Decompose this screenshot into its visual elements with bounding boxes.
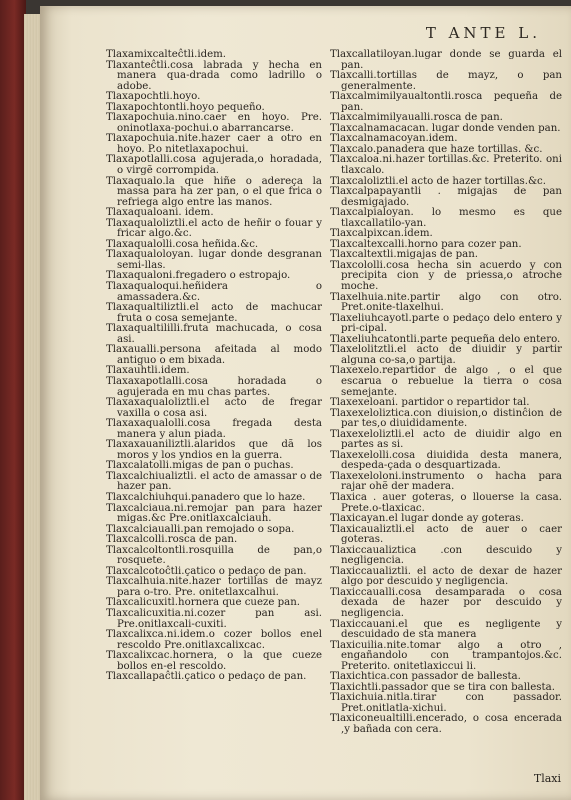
dictionary-entry: Tlaxapochuia.nino.caer en hoyo. Pre. oninotlaxa-pochui.o abarrancarse. [106,112,322,134]
dictionary-entry: Tlaxcalixca.ni.idem.o cozer bollos enel rescoldo Pre.onitlaxcalixcac. [106,629,322,651]
dictionary-entry: Tlaxcalpixcan.idem. [330,228,433,240]
dictionary-entry: Tlaxaxaqualoliztli.el acto de fregar vaxilla o cosa asi. [106,397,322,419]
dictionary-entry: Tlaxaqualoani. idem. [106,207,214,219]
dictionary-entry: Tlaxiccaualiztli. el acto de dexar de hazer algo por descuido y negligencia. [330,565,562,588]
dictionary-entry: Tlaxcaltexcalli.horno para cozer pan. [330,238,522,250]
dictionary-entry: Tlaxexeloani. partidor o repartidor tal. [330,397,530,409]
dictionary-entry: Tlaxichuia.nitla.tirar con passador. Pret.onitlatla-xichui. [330,692,562,714]
dictionary-entry: Tlaxichtli.passador que se tira con ballesta. [330,681,555,693]
running-head: T ANTE L. [425,24,541,42]
dictionary-entry: Tlaxiccaualli.cosa desamparada o cosa dexada de hazer por descuido y negligencia. [330,586,562,619]
dictionary-entry: Tlaxcalli.tortillas de mayz, o pan generalmente. [330,70,562,92]
dictionary-entry: Tlaxcalmimilyaualli.rosca de pan. [330,112,503,124]
dictionary-entry: Tlaxcalciaualli.pan remojado o sopa. [106,523,295,535]
right-column [330,50,562,736]
dictionary-entry: Tlaxelolitztli.el acto de diuidir y partir alguna co-sa,o partija. [330,344,562,366]
dictionary-entry: Tlaxapotlalli.cosa agujerada,o horadada, o virgẽ corrompida. [106,154,322,177]
dictionary-entry: Tlaxichtica.con passador de ballesta. [330,671,521,683]
dictionary-entry: Tlaxanteĉtli.cosa labrada y hecha en manera qua-drada como ladrillo o adobe. [106,59,322,92]
dictionary-entry: Tlaxcalnamacoyan.idem. [330,133,458,145]
dictionary-entry: Tlaxiccauani.el que es negligente y descuidado de sta manera [330,618,562,641]
catchword: Tlaxi [533,772,561,785]
book-cover-edge [0,0,26,800]
dictionary-entry: Tlaxexeloliztica.con diuision,o distinĉion de par tes,o diuididamente. [330,407,562,430]
dictionary-entry: Tlaxcololli.cosa hecha sin acuerdo y con precipita cion y de priessa,o atroche moche. [330,259,562,293]
dictionary-entry: Tlaxicaualiztli.el acto de auer o caer goteras. [330,523,562,546]
dictionary-entry: Tlaxcalcolli.rosca de pan. [106,534,238,546]
dictionary-entry: Tlaxcalchiualiztli. el acto de amassar o de hazer pan. [106,470,322,493]
dictionary-entry: Tlaxaxauaniliztli.alaridos que dã los moros y los yndios en la guerra. [106,439,322,461]
dictionary-entry: Tlaxcalcotoĉtli.çatico o pedaço de pan. [106,565,307,577]
dictionary-entry: Tlaxcalo.panadera que haze tortillas. &c. [330,143,543,155]
dictionary-entry: Tlaxcalicuxitl.hornera que cueze pan. [106,597,301,609]
dictionary-entry: Tlaxcalchiuhqui.panadero que lo haze. [106,491,306,503]
dictionary-entry: Tlaxaxaqualolli.cosa fregada desta manera y alun piada. [106,418,322,440]
left-column [106,50,322,683]
dictionary-entry: Tlaxiconeualtilli.encerado, o cosa encerada ,y bañada con cera. [330,713,562,735]
dictionary-entry: Tlaxamixcalteĉtli.idem. [106,49,227,60]
dictionary-entry: Tlaxelhuia.nite.partir algo con otro. Pret.onite-tlaxelhui. [330,291,562,314]
dictionary-entry: Tlaxcaltextli.migajas de pan. [330,249,479,261]
dictionary-entry: Tlaxaqualolli.cosa heñida.&c. [106,238,259,250]
dictionary-entry: Tlaxcalnamacacan. lugar donde venden pan. [330,122,561,134]
dictionary-entry: Tlaxaqualoliztli.el acto de heñir o fouar y fricar algo.&c. [106,217,322,240]
dictionary-entry: Tlaxcalixcac.hornera, o la que cueze bollos en-el rescoldo. [106,650,322,672]
dictionary-entry: Tlaxcalmimilyaualtontli.rosca pequeña de pan. [330,91,562,113]
dictionary-entry: Tlaxcalpapayantli . migajas de pan desmigajado. [330,186,562,208]
dictionary-entry: Tlaxaqualoqui.heñidera o amassadera.&c. [106,281,322,303]
dictionary-entry: Tlaxaqualoni.fregadero o estropajo. [106,270,291,282]
dictionary-entry: Tlaxcalcoltontli.rosquilla de pan,o rosquete. [106,544,322,567]
dictionary-entry: Tlaxexelolli.cosa diuidida desta manera, despeda-çada o desquartizada. [330,449,562,472]
dictionary-entry: Tlaxcalpialoyan. lo mesmo es que tlaxcallatilo-yan. [330,207,562,229]
dictionary-entry: Tlaxaxapotlalli.cosa horadada o agujerada en mu chas partes. [106,375,322,398]
dictionary-entry: Tlaxaualli.persona afeitada al modo antiguo o em bixada. [106,344,322,366]
dictionary-entry: Tlaxeliuhcatontli.parte pequeña delo entero. [330,333,561,345]
dictionary-entry: Tlaxapochuia.nite.hazer caer a otro en hoyo. P.o nitetlaxapochui. [106,133,322,155]
dictionary-entry: Tlaxaqualo.la que hiñe o adereça la massa para ha zer pan, o el que frica o refriega algo entre las manos. [106,175,322,208]
dictionary-entry: Tlaxcaloa.ni.hazer tortillas.&c. Preterito. oni tlaxcalo. [330,154,562,177]
dictionary-entry: Tlaxiccaualiztica .con descuido y negligencia. [330,544,562,567]
dictionary-entry: Tlaxaqualtiliztli.el acto de machucar fruta o cosa semejante. [106,302,322,324]
dictionary-entry: Tlaxcalciaua.ni.remojar pan para hazer migas.&c Pre.onitlaxcalciauh. [106,502,322,525]
dictionary-entry: Tlaxexelo.repartidor de algo , o el que escarua o rebuelue la tierra o cosa semejante. [330,365,562,398]
dictionary-entry: Tlaxica . auer goteras, o llouerse la casa. Prete.o-tlaxicac. [330,491,562,514]
dictionary-entry: Tlaxapochtli.hoyo. [106,91,201,103]
dictionary-entry: Tlaxcalatolli.migas de pan o puchas. [106,460,294,472]
dictionary-entry: Tlaxicayan.el lugar donde ay goteras. [330,513,524,525]
dictionary-entry: Tlaxcaloliztli.el acto de hazer tortillas.&c. [330,175,546,187]
dictionary-entry: Tlaxicuilia.nite.tomar algo a otro , engañandolo con trampantojos.&c. Preterito. onitetlaxiccui li. [330,639,562,672]
dictionary-entry: Tlaxcalicuxitia.ni.cozer pan asi. Pre.onitlaxcali-cuxiti. [106,607,322,630]
dictionary-entry: Tlaxauhtli.idem. [106,365,190,377]
dictionary-page [40,6,571,800]
dictionary-entry: Tlaxapochtontli.hoyo pequeño. [106,101,265,113]
dictionary-entry: Tlaxeliuhcayotl.parte o pedaço delo entero y pri-cipal. [330,312,562,335]
dictionary-entry: Tlaxcallatiloyan.lugar donde se guarda el pan. [330,49,562,71]
dictionary-entry: Tlaxcallapaĉtli.çatico o pedaço de pan. [106,671,307,683]
dictionary-entry: Tlaxexeloloni.instrumento o hacha para rajar ohẽ der madera. [330,470,562,493]
dictionary-entry: Tlaxcalhuia.nite.hazer tortillas de mayz para o-tro. Pre. onitetlaxcalhui. [106,576,322,598]
dictionary-entry: Tlaxexeloliztli.el acto de diuidir algo en partes as si. [330,428,562,451]
dictionary-entry: Tlaxaqualtililli.fruta machucada, o cosa asi. [106,323,322,345]
dictionary-entry: Tlaxaqualoloyan. lugar donde desgranan semi-llas. [106,249,322,271]
